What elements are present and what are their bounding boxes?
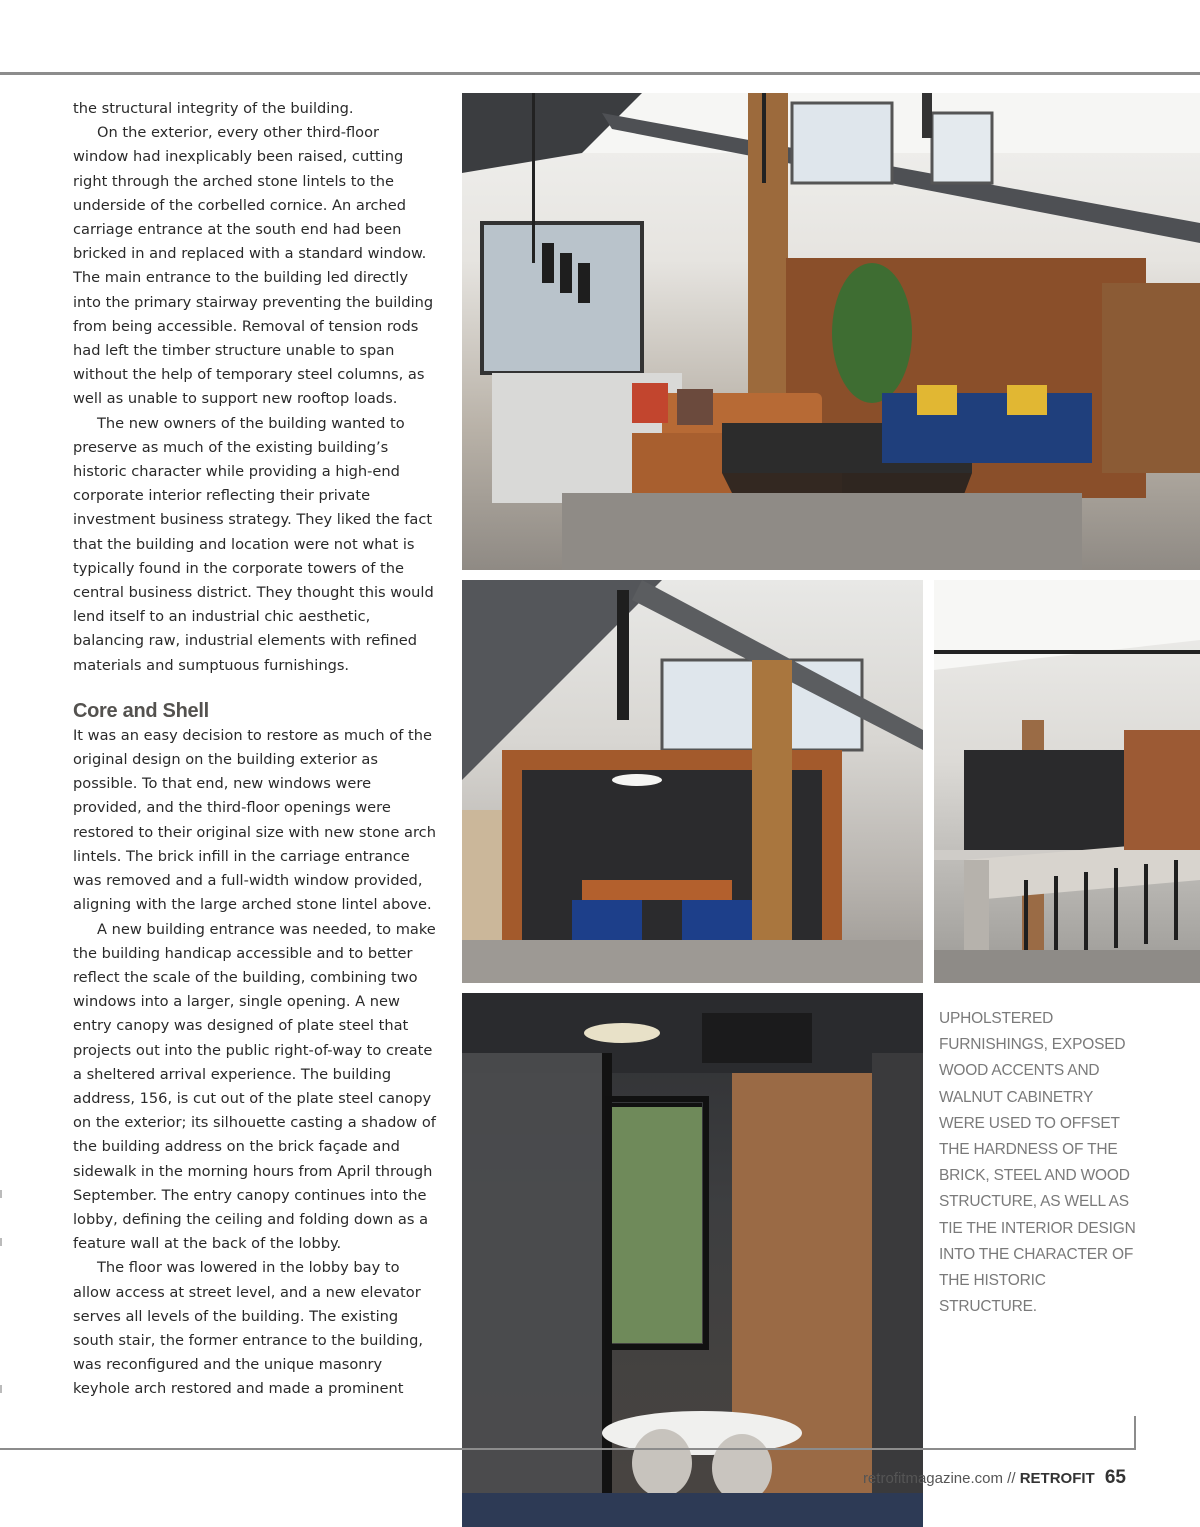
lounge-illustration [462,93,1200,570]
article-paragraph: A new building entrance was needed, to make the building handicap accessible and to better reflect the scale of the building, combining two windows into a larger, single opening. A new entry canopy was designed of plate steel that projects out into the public right-of-way to create a sheltered arrival experience. The building address, 156, is cut out of the plate steel canopy on the exterior; its silhouette casting a shadow of the building address on the brick façade and sidewalk in the morning hours from April through September. The entry canopy continues into the lobby, defining the ceiling and folding down as a feature wall at the back of the lobby. [73,920,436,1253]
footer-separator: // [1007,1470,1016,1487]
article-paragraph: On the exterior, every other third-floor window had inexplicably been raised, cutting right through the arched stone lintels to the underside of the corbelled cornice. An arched carriage entrance at the south end had been bricked in and replaced with a standard window. The main entrance to the building led directly into the primary stairway preventing the building from being accessible. Removal of tension rods had left the timber structure unable to span without the help of temporary steel columns, as well as unable to support new rooftop loads. [73,124,434,408]
bottom-rule-end [1134,1416,1136,1448]
page-number: 65 [1104,1467,1126,1488]
section-heading: Core and Shell [73,699,209,722]
article-paragraph: the structural integrity of the building. [73,100,354,117]
edge-tick [0,1238,2,1246]
article-column [73,97,437,1402]
booth-illustration [462,580,923,983]
conference-photo [462,993,923,1527]
kitchen-illustration [934,580,1200,983]
article-paragraph: The new owners of the building wanted to preserve as much of the existing building’s historic character while providing a high-end corporate interior reflecting their private investment business strategy. They liked the fact that the building and location were not what is typically found in the corporate towers of the central business district. They thought this would lend itself to an industrial chic aesthetic, balancing raw, industrial elements with refined materials and sumptuous furnishings. [73,414,434,674]
booth-photo [462,580,923,983]
lounge-photo [462,93,1200,570]
edge-tick [0,1190,2,1198]
edge-tick [0,1385,2,1393]
page-footer [863,1466,1126,1490]
photo-caption: UPHOLSTERED FURNISHINGS, EXPOSED WOOD ACCENTS AND WALNUT CABINETRY WERE USED TO OFFSET THE HARDNESS OF THE BRICK, STEEL AND WOOD STRUCTURE, AS WELL AS TIE THE INTERIOR DESIGN INTO THE CHARACTER OF THE HISTORIC STRUCTURE. [939,1010,1136,1316]
conference-illustration [462,993,923,1527]
bottom-rule [0,1448,1136,1450]
footer-site-link[interactable]: retrofitmagazine.com [862,1470,1003,1487]
article-paragraph: The floor was lowered in the lobby bay to allow access at street level, and a new elevator serves all levels of the building. The existing south stair, the former entrance to the building, was reconfigured and the unique masonry keyhole arch restored and made a prominent [73,1259,423,1398]
footer-brand: RETROFIT [1019,1470,1095,1487]
article-paragraph: It was an easy decision to restore as much of the original design on the building exterior as possible. To that end, new windows were provided, and the third-floor openings were restored to their original size with new stone arch lintels. The brick infill in the carriage entrance was removed and a full-width window provided, aligning with the large arched stone lintel above. [73,726,436,914]
kitchen-photo [934,580,1200,983]
top-rule [0,72,1200,75]
